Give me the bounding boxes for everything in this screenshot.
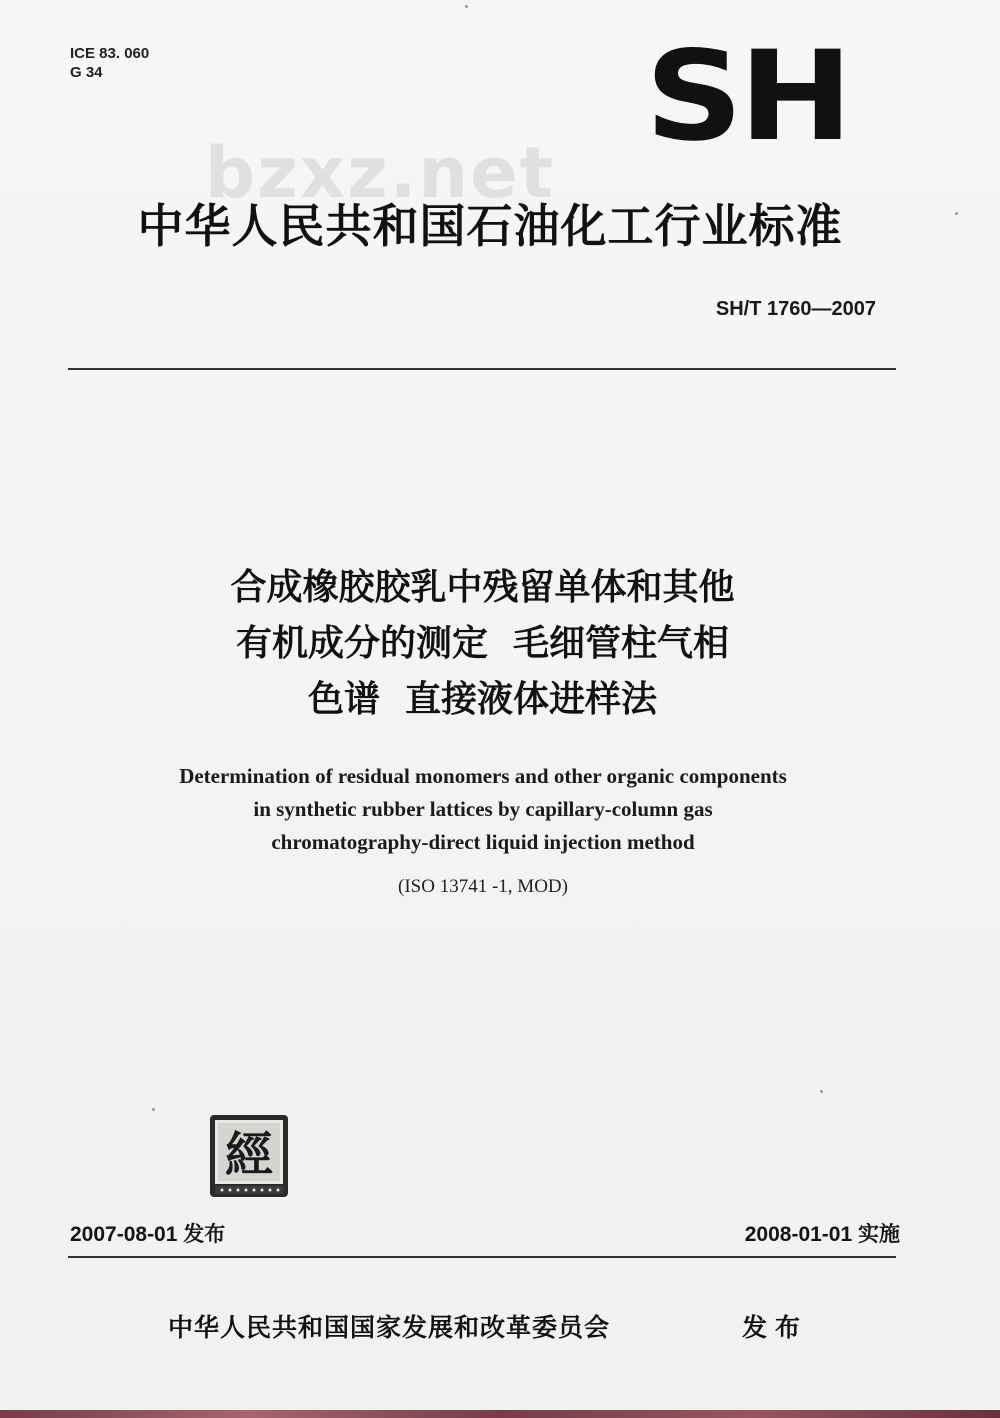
chinese-title-line-1: 合成橡胶胶乳中残留单体和其他 <box>230 567 735 608</box>
ics-code: ICE 83. 060 <box>70 45 150 62</box>
svg-text:經: 經 <box>224 1127 274 1183</box>
publish-date: 2007-08-01 发布 <box>70 1223 226 1246</box>
iso-reference: (ISO 13741 -1, MOD) <box>398 876 568 897</box>
english-title-line-3: chromatography-direct liquid injection method <box>271 830 695 854</box>
scan-speck <box>152 1108 155 1111</box>
publisher-seal-icon <box>208 1113 290 1199</box>
scan-speck <box>820 1090 823 1093</box>
standard-number: SH/T 1760—2007 <box>715 298 876 320</box>
implement-date: 2008-01-01 实施 <box>744 1223 900 1246</box>
issuing-action: 发布 <box>742 1313 809 1342</box>
issuing-authority: 中华人民共和国国家发展和改革委员会 <box>168 1313 611 1342</box>
chinese-title <box>0 560 965 728</box>
top-divider <box>68 368 896 370</box>
english-title-line-2: in synthetic rubber lattices by capillary-column gas <box>253 797 713 821</box>
scan-edge-strip <box>0 1410 1000 1418</box>
chinese-title-line-3: 色谱 直接液体进样法 <box>307 679 658 720</box>
chinese-title-line-2: 有机成分的测定 毛细管柱气相 <box>235 623 730 664</box>
sh-logo: SH <box>645 25 849 169</box>
english-title-line-1: Determination of residual monomers and other organic components <box>179 764 787 788</box>
bottom-divider <box>68 1256 896 1258</box>
scan-speck <box>465 5 468 8</box>
industry-standard-title: 中华人民共和国石油化工行业标准 <box>137 199 843 253</box>
scan-speck <box>955 212 958 215</box>
watermark: bzxz.net <box>205 132 556 214</box>
classification-codes <box>70 44 149 82</box>
ccs-code: G 34 <box>70 64 103 81</box>
english-title <box>0 760 966 859</box>
